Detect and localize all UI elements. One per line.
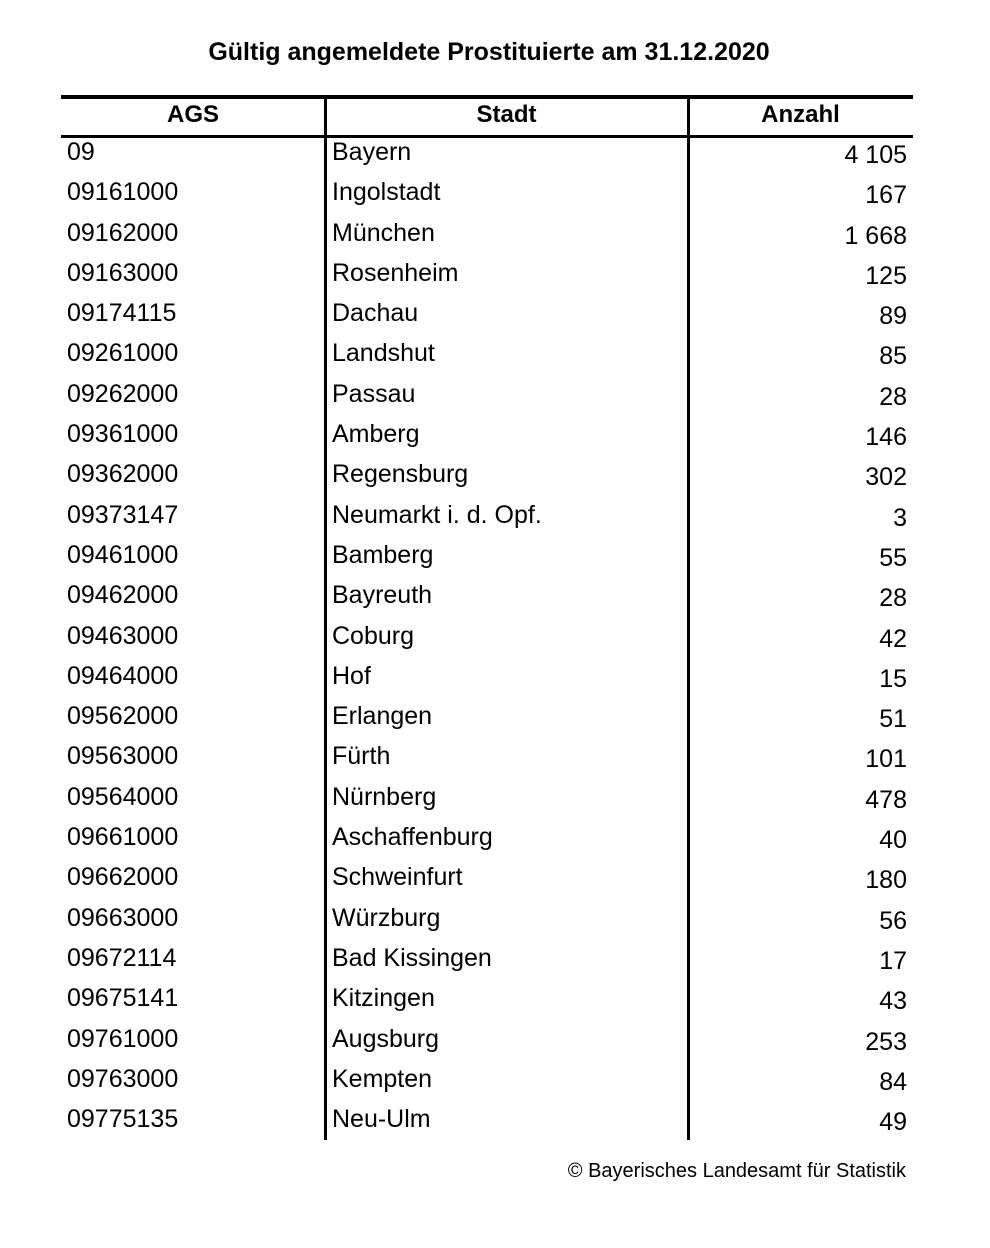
cell-anzahl: 89 (879, 302, 907, 331)
cell-ags: 09563000 (67, 742, 179, 771)
cell-anzahl: 56 (879, 906, 907, 935)
cell-ags: 09463000 (67, 621, 179, 650)
cell-anzahl: 1 668 (844, 221, 907, 250)
table-row (61, 135, 913, 175)
cell-stadt: Hof (332, 661, 371, 690)
cell-stadt: Passau (332, 379, 416, 408)
cell-stadt: Bad Kissingen (332, 943, 492, 972)
cell-ags: 09361000 (67, 420, 179, 449)
cell-stadt: Augsburg (332, 1024, 440, 1053)
table-row (61, 216, 913, 256)
cell-ags: 09562000 (67, 702, 179, 731)
cell-anzahl: 180 (865, 866, 907, 895)
cell-stadt: Schweinfurt (332, 863, 463, 892)
table-row (61, 377, 913, 417)
cell-ags: 09761000 (67, 1024, 179, 1053)
cell-stadt: Neu-Ulm (332, 1105, 431, 1134)
cell-anzahl: 15 (879, 664, 907, 693)
table-body (61, 135, 913, 1142)
table-row (61, 941, 913, 981)
table-row (61, 457, 913, 497)
cell-stadt: Nürnberg (332, 782, 437, 811)
cell-anzahl: 28 (879, 584, 907, 613)
cell-anzahl: 17 (879, 946, 907, 975)
table-row (61, 780, 913, 820)
cell-anzahl: 125 (865, 261, 907, 290)
cell-stadt: Rosenheim (332, 258, 459, 287)
cell-ags: 09564000 (67, 782, 179, 811)
table-header (61, 95, 913, 138)
table-row (61, 699, 913, 739)
cell-stadt: Kempten (332, 1064, 433, 1093)
table-row (61, 981, 913, 1021)
table-row (61, 175, 913, 215)
cell-stadt: Landshut (332, 339, 435, 368)
cell-stadt: Erlangen (332, 702, 433, 731)
cell-anzahl: 51 (879, 705, 907, 734)
cell-anzahl: 28 (879, 382, 907, 411)
table-row (61, 336, 913, 376)
header-stadt: Stadt (476, 101, 537, 128)
cell-anzahl: 85 (879, 342, 907, 371)
header-anzahl: Anzahl (761, 101, 840, 128)
cell-ags: 09661000 (67, 823, 179, 852)
cell-anzahl: 3 (893, 503, 907, 532)
cell-stadt: Bayern (332, 138, 412, 166)
cell-ags: 09662000 (67, 863, 179, 892)
cell-stadt: Regensburg (332, 460, 469, 489)
table-row (61, 619, 913, 659)
cell-anzahl: 146 (865, 423, 907, 452)
table-row (61, 1102, 913, 1142)
copyright-footer: © Bayerisches Landesamt für Statistik (567, 1160, 906, 1182)
table-row (61, 1022, 913, 1062)
table-row (61, 739, 913, 779)
cell-stadt: Dachau (332, 299, 419, 328)
table-row (61, 820, 913, 860)
cell-anzahl: 42 (879, 624, 907, 653)
table-row (61, 498, 913, 538)
table-row (61, 901, 913, 941)
cell-stadt: Würzburg (332, 903, 441, 932)
table-row (61, 417, 913, 457)
cell-stadt: München (332, 218, 435, 247)
cell-anzahl: 302 (865, 463, 907, 492)
table-row (61, 296, 913, 336)
cell-ags: 09262000 (67, 379, 179, 408)
cell-stadt: Bamberg (332, 540, 434, 569)
cell-anzahl: 55 (879, 543, 907, 572)
cell-ags: 09461000 (67, 540, 179, 569)
cell-ags: 09373147 (67, 500, 179, 529)
page-title: Gültig angemeldete Prostituierte am 31.12.2020 (208, 38, 770, 66)
cell-stadt: Amberg (332, 420, 420, 449)
cell-ags: 09362000 (67, 460, 179, 489)
cell-ags: 09161000 (67, 178, 179, 207)
table-row (61, 860, 913, 900)
cell-stadt: Bayreuth (332, 581, 433, 610)
cell-anzahl: 84 (879, 1067, 907, 1096)
cell-ags: 09675141 (67, 984, 179, 1013)
cell-ags: 09663000 (67, 903, 179, 932)
header-ags: AGS (166, 101, 219, 128)
cell-stadt: Coburg (332, 621, 414, 650)
cell-ags: 09174115 (67, 299, 177, 328)
cell-ags: 09462000 (67, 581, 179, 610)
cell-anzahl: 101 (865, 745, 907, 774)
cell-ags: 09261000 (67, 339, 179, 368)
table-row (61, 659, 913, 699)
cell-ags: 09763000 (67, 1064, 179, 1093)
cell-ags: 09163000 (67, 258, 179, 287)
cell-ags: 09 (67, 138, 95, 166)
cell-anzahl: 49 (879, 1108, 907, 1137)
cell-anzahl: 167 (865, 181, 907, 210)
table-row (61, 578, 913, 618)
cell-ags: 09162000 (67, 218, 179, 247)
cell-anzahl: 253 (865, 1027, 907, 1056)
cell-anzahl: 478 (865, 785, 907, 814)
cell-anzahl: 43 (879, 987, 907, 1016)
cell-ags: 09775135 (67, 1105, 179, 1134)
cell-anzahl: 4 105 (844, 141, 907, 169)
data-table (61, 95, 913, 1137)
cell-stadt: Kitzingen (332, 984, 435, 1013)
cell-stadt: Fürth (332, 742, 391, 771)
table-row (61, 1062, 913, 1102)
cell-stadt: Ingolstadt (332, 178, 441, 207)
cell-ags: 09464000 (67, 661, 179, 690)
cell-ags: 09672114 (67, 943, 177, 972)
table-row (61, 256, 913, 296)
cell-stadt: Neumarkt i. d. Opf. (332, 500, 542, 529)
cell-anzahl: 40 (879, 826, 907, 855)
table-row (61, 538, 913, 578)
cell-stadt: Aschaffenburg (332, 823, 493, 852)
